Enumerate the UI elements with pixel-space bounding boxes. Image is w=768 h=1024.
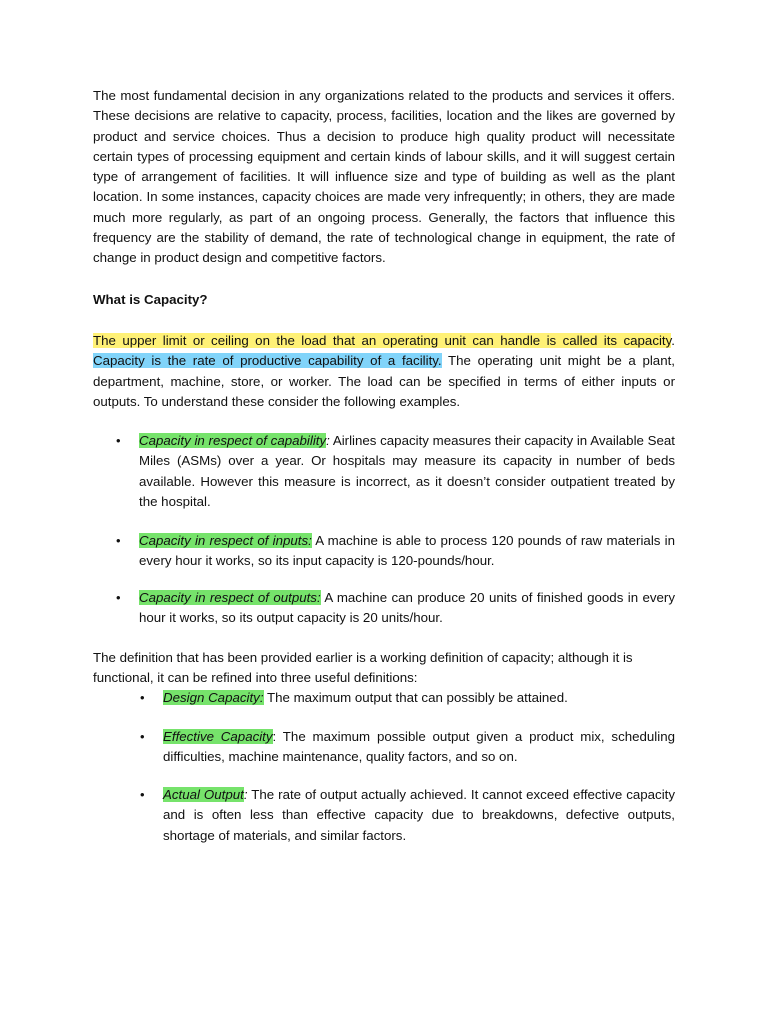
term-suffix: : [326, 433, 330, 448]
item-text: The rate of output actually achieved. It cannot exceed effective capacity and is often less than effective capacity due to breakdowns, defective outputs, shortage of materials, and similar factors. [163, 787, 675, 843]
list-item [163, 688, 675, 708]
definition-paragraph [93, 331, 675, 412]
examples-list [139, 588, 675, 629]
list-item [139, 531, 675, 572]
term-suffix: : [272, 729, 277, 744]
item-text: Airlines capacity measures their capacity in Available Seat Miles (ASMs) over a year. Or hospitals may measure its capacity in number of beds available. However this measure is incorrect, as it doesn’t consider outpatient treated by the hospital. [139, 433, 675, 509]
list-item [163, 727, 675, 768]
term-design-capacity: Design Capacity: [163, 690, 264, 705]
term-effective-capacity: Effective Capacity [163, 729, 273, 744]
list-item [139, 588, 675, 629]
definitions-list [163, 727, 675, 768]
term-inputs: Capacity in respect of inputs: [139, 533, 312, 548]
term-actual-output: Actual Output [163, 787, 244, 802]
list-item [163, 785, 675, 846]
intro-paragraph: The most fundamental decision in any organizations related to the products and services it offers. These decisions are relative to capacity, process, facilities, location and the likes are governed by product and service choices. Thus a decision to produce high quality product will necessitate certain types of processing equipment and certain kinds of labour skills, and it will suggest certain type of arrangement of facilities. It will influence size and type of building as well as the plant location. In some instances, capacity choices are made very infrequently; in others, they are made much more regularly, as part of an ongoing process. Generally, the factors that influence this frequency are the stability of demand, the rate of technological change in equipment, the rate of change in product design and competitive factors. [93, 88, 675, 266]
item-text: The maximum output that can possibly be attained. [263, 690, 568, 705]
term-capability: Capacity in respect of capability [139, 433, 327, 448]
examples-list [139, 431, 675, 512]
definition-period: . [671, 333, 675, 348]
term-outputs: Capacity in respect of outputs: [139, 590, 321, 605]
section-heading: What is Capacity? [93, 292, 208, 307]
item-text: The maximum possible output given a product mix, scheduling difficulties, machine maintenance, quality factors, and so on. [163, 729, 675, 765]
definitions-list [163, 785, 675, 846]
definitions-list [163, 688, 675, 708]
item-text: A machine is able to process 120 pounds of raw materials in every hour it works, so its input capacity is 120-pounds/hour. [139, 533, 675, 569]
highlight-capacity-rate: Capacity is the rate of productive capability of a facility. [93, 353, 442, 369]
item-text: A machine can produce 20 units of finished goods in every hour it works, so its output capacity is 20 units/hour. [139, 590, 675, 626]
examples-list [139, 531, 675, 572]
list-item [139, 431, 675, 512]
highlight-capacity-limit: The upper limit or ceiling on the load that an operating unit can handle is called its capacity [93, 333, 672, 348]
refine-paragraph: The definition that has been provided earlier is a working definition of capacity; although it is functional, it can be refined into three useful definitions: [93, 650, 633, 686]
definition-rest: The operating unit might be a plant, department, machine, store, or worker. The load can be specified in terms of either inputs or outputs. To understand these consider the following examples. [93, 353, 675, 409]
term-suffix: : [243, 787, 248, 802]
